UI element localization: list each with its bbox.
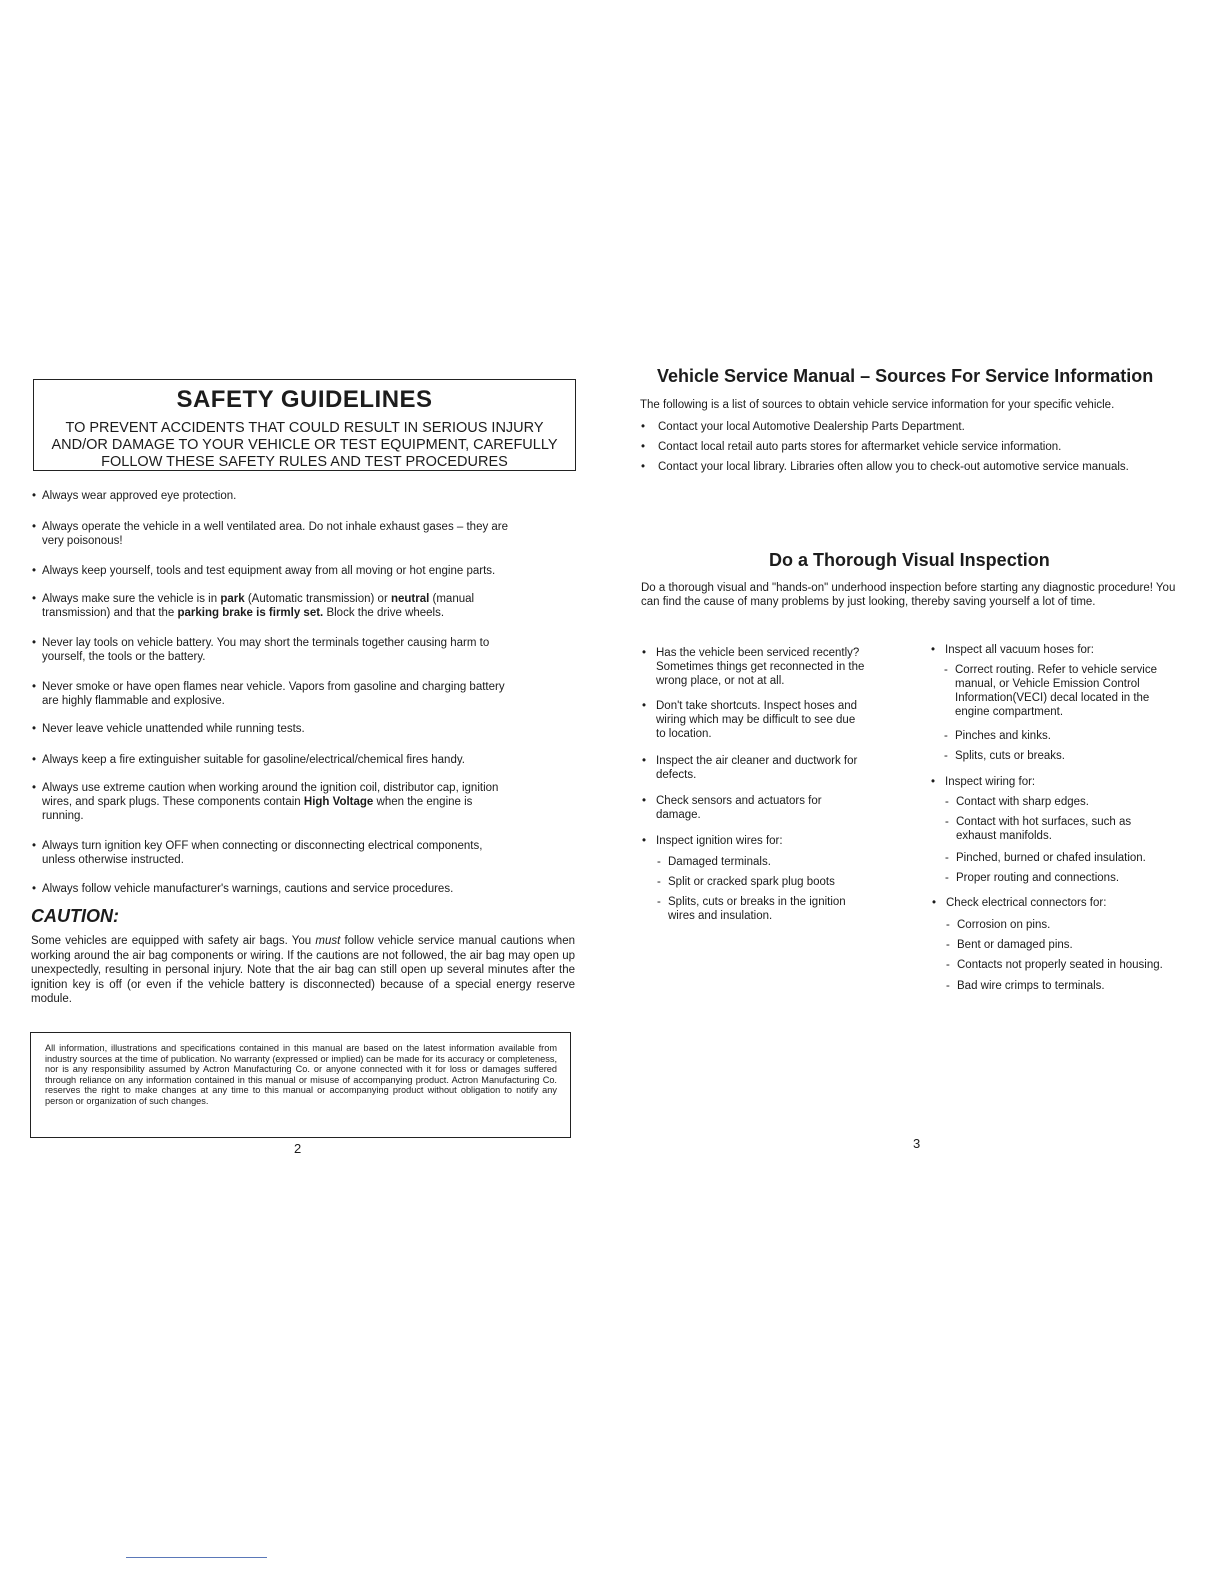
bullet: • xyxy=(32,521,37,533)
subitem-text: Damaged terminals. xyxy=(668,856,771,868)
item-text: Inspect all vacuum hoses for: xyxy=(945,644,1094,656)
subitem-text: Contact with hot surfaces, such as xyxy=(956,816,1132,828)
bullet: • xyxy=(641,461,646,473)
rule-text: yourself, the tools or the battery. xyxy=(42,651,206,663)
inspection-subitem xyxy=(945,795,1089,809)
bullet: • xyxy=(931,776,936,788)
rule-text: Always operate the vehicle in a well ventilated area. Do not inhale exhaust gases – they are xyxy=(42,521,509,533)
subitem-text: Bad wire crimps to terminals. xyxy=(957,980,1105,992)
caution-text-part: follow vehicle service manual cautions when working around the air bag components or wiring. If the cautions are not followed, the air bag may open up unexpectedly, resulting in personal injury. Note that the air bag can still open up several minutes after the ignition key is off (or even if the vehicle battery is disconnected) because of a special energy reserve module. xyxy=(31,935,575,1005)
inspection-subitem xyxy=(946,938,1073,952)
safety-rule xyxy=(32,882,587,896)
rule-text: Never lay tools on vehicle battery. You may short the terminals together causing harm to xyxy=(42,637,490,649)
dash: - xyxy=(946,959,950,971)
rule-text: (Automatic transmission) or xyxy=(244,593,391,605)
source-text: Contact your local library. Libraries often allow you to check-out automotive service manuals. xyxy=(658,461,1129,473)
dash: - xyxy=(945,796,949,808)
bullet: • xyxy=(32,490,37,502)
inspection-subitem xyxy=(946,918,1050,932)
item-text: Inspect ignition wires for: xyxy=(656,835,783,847)
subitem-text: Correct routing. Refer to vehicle service xyxy=(955,664,1157,676)
safety-guidelines-title: SAFETY GUIDELINES xyxy=(176,386,433,413)
safety-rule xyxy=(32,489,587,503)
bullet: • xyxy=(32,637,37,649)
rule-text: Always follow vehicle manufacturer's warnings, cautions and service procedures. xyxy=(42,883,454,895)
rule-emphasis: parking brake is firmly set. xyxy=(177,607,324,619)
disclaimer-text: All information, illustrations and specifications contained in this manual are based on the latest information available from industry sources at the time of publication. No warranty (expressed or implied) can be made for its accuracy or completeness, nor is any responsibility assumed by Actron Manufacturing Co. or anyone connected with it for loss or damages suffered through reliance on any information contained in this manual or misuse of accompanying product. Actron Manufacturing Co. reserves the right to make changes at any time to this manual or accompanying product without obligation to notify any person or organization of such changes. xyxy=(45,1043,557,1106)
subitem-text: Corrosion on pins. xyxy=(957,919,1051,931)
safety-rule xyxy=(32,680,587,708)
inspection-item xyxy=(932,896,1106,910)
subitem-text: Pinched, burned or chafed insulation. xyxy=(956,852,1146,864)
bullet: • xyxy=(32,754,37,766)
subtitle-line: FOLLOW THESE SAFETY RULES AND TEST PROCEDURES xyxy=(101,454,508,470)
bullet: • xyxy=(931,644,936,656)
page-number-right: 3 xyxy=(913,1136,921,1151)
item-text: Inspect the air cleaner and ductwork for xyxy=(656,755,858,767)
bullet: • xyxy=(642,755,647,767)
inspection-subitem xyxy=(944,729,1051,743)
safety-rule xyxy=(32,520,587,548)
safety-rule xyxy=(32,592,587,620)
rule-text: transmission) and that the xyxy=(42,607,178,619)
caution-text xyxy=(31,934,575,1007)
safety-rule xyxy=(32,722,587,736)
dash: - xyxy=(946,939,950,951)
item-text: Has the vehicle been serviced recently? xyxy=(656,647,860,659)
inspection-subitem xyxy=(945,871,1119,885)
bullet: • xyxy=(641,441,646,453)
rule-text: are highly flammable and explosive. xyxy=(42,695,225,707)
inspection-subitem xyxy=(945,851,1146,865)
bullet: • xyxy=(32,840,37,852)
dash: - xyxy=(657,876,661,888)
safety-rule xyxy=(32,564,587,578)
rule-text: running. xyxy=(42,810,84,822)
rule-text: Always keep yourself, tools and test equipment away from all moving or hot engine parts. xyxy=(42,565,496,577)
rule-text: Always wear approved eye protection. xyxy=(42,490,237,502)
service-source-item xyxy=(641,461,1129,473)
safety-guidelines-box xyxy=(33,379,576,471)
visual-inspection-heading: Do a Thorough Visual Inspection xyxy=(769,550,1050,570)
subitem-text: Proper routing and connections. xyxy=(956,872,1120,884)
inspection-subitem xyxy=(946,979,1105,993)
rule-text: Always use extreme caution when working around the ignition coil, distributor cap, ignition xyxy=(42,782,499,794)
inspection-subitem xyxy=(657,855,771,869)
inspection-subitem xyxy=(944,663,1157,719)
bullet: • xyxy=(32,723,37,735)
rule-emphasis: neutral xyxy=(390,593,430,605)
subitem-text: Pinches and kinks. xyxy=(955,730,1051,742)
rule-text: Always make sure the vehicle is in xyxy=(42,593,221,605)
item-text: Inspect wiring for: xyxy=(945,776,1036,788)
inspection-item xyxy=(642,794,822,822)
service-info-heading: Vehicle Service Manual – Sources For Service Information xyxy=(657,366,1154,386)
subitem-text: wires and insulation. xyxy=(668,910,773,922)
rule-text: very poisonous! xyxy=(42,535,123,547)
visual-inspection-intro: Do a thorough visual and "hands-on" underhood inspection before starting any diagnostic procedure! You can find the cause of many problems by just looking, thereby saving yourself a lot of time. xyxy=(641,582,1176,608)
subitem-text: Contact with sharp edges. xyxy=(956,796,1089,808)
inspection-subitem xyxy=(657,875,835,889)
bullet: • xyxy=(32,782,37,794)
safety-guidelines-subtitle xyxy=(34,420,575,471)
bullet: • xyxy=(32,883,37,895)
subitem-text: manual, or Vehicle Emission Control xyxy=(955,678,1140,690)
bottom-rule xyxy=(126,1557,267,1558)
subtitle-line: AND/OR DAMAGE TO YOUR VEHICLE OR TEST EQUIPMENT, CAREFULLY xyxy=(51,437,558,453)
rule-text: Never smoke or have open flames near vehicle. Vapors from gasoline and charging battery xyxy=(42,681,505,693)
subitem-text: Splits, cuts or breaks. xyxy=(955,750,1065,762)
dash: - xyxy=(944,750,948,762)
safety-rule xyxy=(32,839,587,867)
item-text: damage. xyxy=(656,809,701,821)
inspection-item xyxy=(931,775,1035,789)
item-text: Check sensors and actuators for xyxy=(656,795,822,807)
item-text: wiring which may be difficult to see due xyxy=(656,714,856,726)
service-info-intro: The following is a list of sources to obtain vehicle service information for your specific vehicle. xyxy=(640,399,1115,411)
item-text: to location. xyxy=(656,728,712,740)
rule-text: wires, and spark plugs. These components contain xyxy=(42,796,304,808)
inspection-item xyxy=(642,834,783,848)
source-text: Contact your local Automotive Dealership Parts Department. xyxy=(658,421,965,433)
inspection-subitem xyxy=(946,958,1163,972)
dash: - xyxy=(657,896,661,908)
bullet: • xyxy=(32,565,37,577)
inspection-item xyxy=(642,646,864,688)
caution-text-italic: must xyxy=(315,935,341,947)
caution-title: CAUTION: xyxy=(31,906,119,926)
subitem-text: Information(VECI) decal located in the xyxy=(955,692,1150,704)
safety-rule xyxy=(32,636,587,664)
dash: - xyxy=(944,664,948,676)
dash: - xyxy=(946,919,950,931)
bullet: • xyxy=(641,421,646,433)
inspection-subitem xyxy=(945,815,1131,843)
bullet: • xyxy=(32,681,37,693)
dash: - xyxy=(944,730,948,742)
inspection-item xyxy=(931,643,1094,657)
subitem-text: engine compartment. xyxy=(955,706,1064,718)
rule-emphasis: High Voltage xyxy=(303,796,374,808)
subitem-text: exhaust manifolds. xyxy=(956,830,1052,842)
item-text: Don't take shortcuts. Inspect hoses and xyxy=(656,700,858,712)
item-text: wrong place, or not at all. xyxy=(656,675,785,687)
rule-text: when the engine is xyxy=(373,796,473,808)
dash: - xyxy=(945,816,949,828)
item-text: Check electrical connectors for: xyxy=(946,897,1107,909)
rule-text: Always turn ignition key OFF when connecting or disconnecting electrical components, xyxy=(42,840,483,852)
rule-text: (manual xyxy=(429,593,475,605)
subitem-text: Splits, cuts or breaks in the ignition xyxy=(668,896,846,908)
bullet: • xyxy=(642,647,647,659)
dash: - xyxy=(657,856,661,868)
dash: - xyxy=(945,872,949,884)
subitem-text: Bent or damaged pins. xyxy=(957,939,1073,951)
dash: - xyxy=(946,980,950,992)
bullet: • xyxy=(642,835,647,847)
rule-text: Never leave vehicle unattended while running tests. xyxy=(42,723,305,735)
subitem-text: Split or cracked spark plug boots xyxy=(668,876,835,888)
source-text: Contact local retail auto parts stores for aftermarket vehicle service information. xyxy=(658,441,1062,453)
disclaimer-box xyxy=(30,1032,571,1138)
inspection-subitem xyxy=(944,749,1065,763)
item-text: Sometimes things get reconnected in the xyxy=(656,661,865,673)
service-source-item xyxy=(641,421,965,433)
bullet: • xyxy=(642,700,647,712)
rule-text: Block the drive wheels. xyxy=(323,607,445,619)
rule-text: unless otherwise instructed. xyxy=(42,854,184,866)
dash: - xyxy=(945,852,949,864)
caution-text-part: Some vehicles are equipped with safety air bags. You xyxy=(31,935,316,947)
subitem-text: Contacts not properly seated in housing. xyxy=(957,959,1163,971)
bullet: • xyxy=(932,897,937,909)
item-text: defects. xyxy=(656,769,697,781)
inspection-item xyxy=(642,699,857,741)
page-number-left: 2 xyxy=(294,1141,302,1156)
safety-rule xyxy=(32,781,587,823)
rule-emphasis: park xyxy=(220,593,245,605)
subtitle-line: TO PREVENT ACCIDENTS THAT COULD RESULT IN SERIOUS INJURY xyxy=(65,420,544,436)
safety-rule xyxy=(32,753,587,767)
bullet: • xyxy=(32,593,37,605)
inspection-item xyxy=(642,754,857,782)
bullet: • xyxy=(642,795,647,807)
service-source-item xyxy=(641,441,1061,453)
rule-text: Always keep a fire extinguisher suitable for gasoline/electrical/chemical fires handy. xyxy=(42,754,465,766)
inspection-subitem xyxy=(657,895,846,923)
